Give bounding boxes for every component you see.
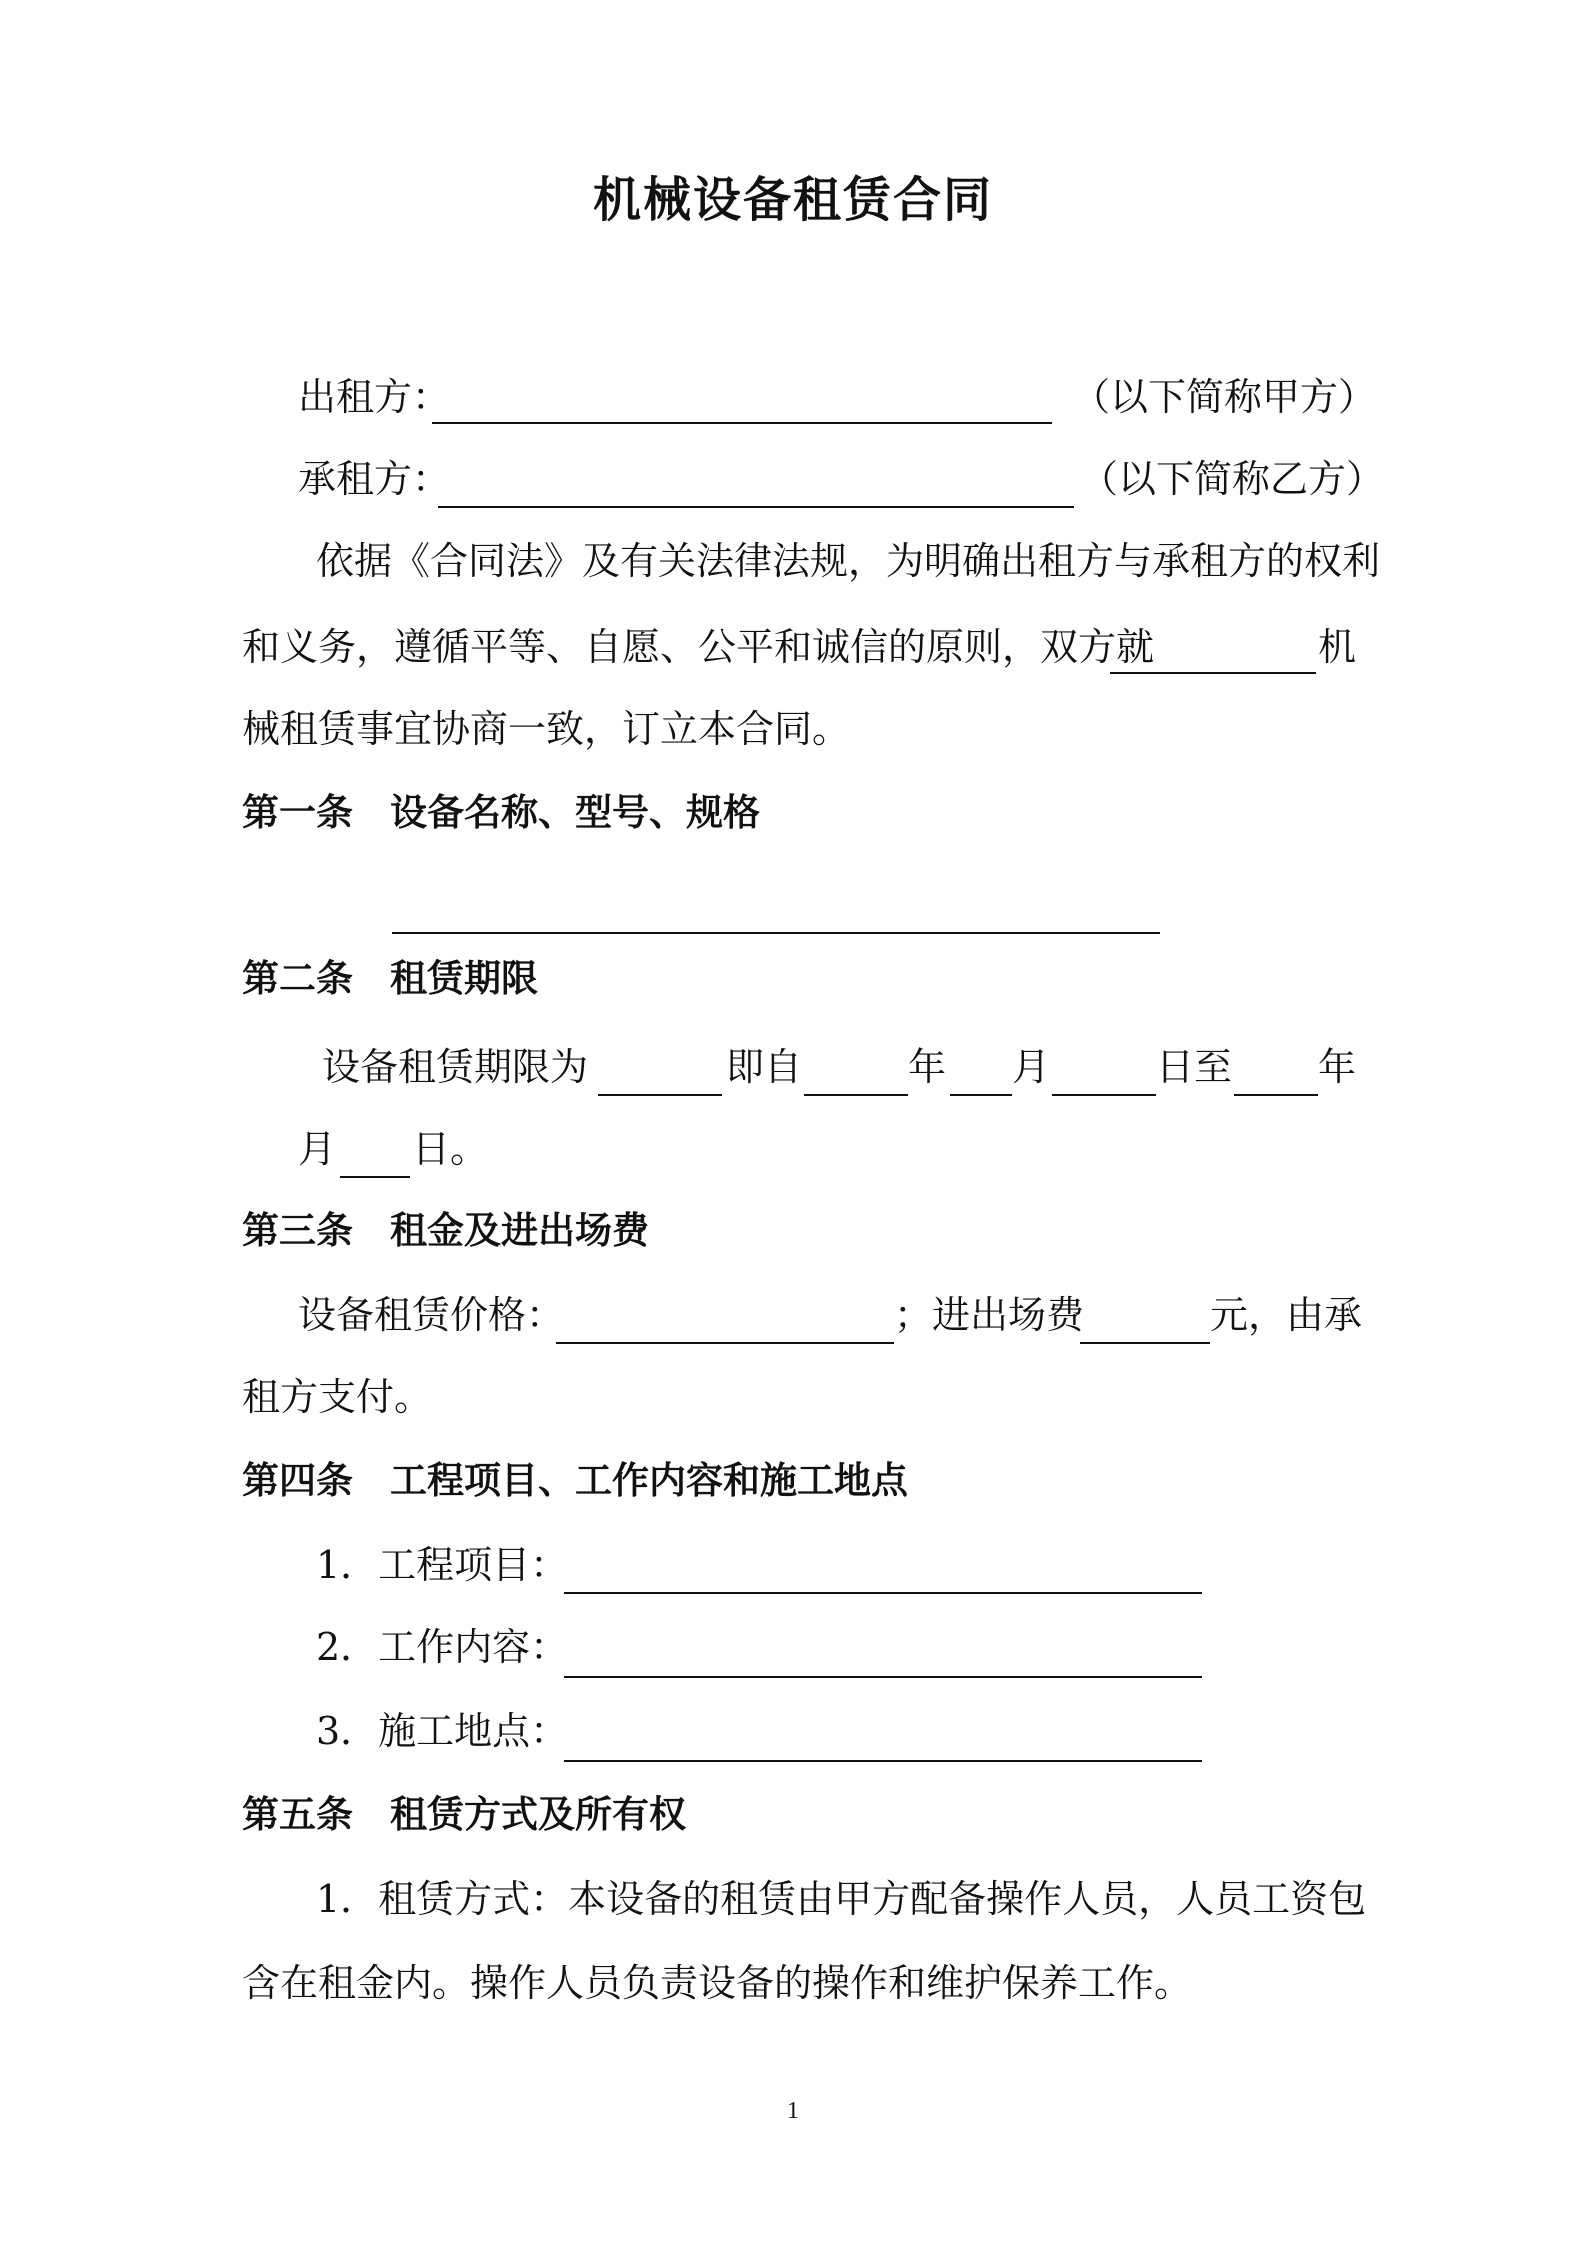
- yuan-payer-text: 元，由承: [1210, 1293, 1363, 1337]
- lease-period-text: 设备租赁期限为: [322, 1045, 589, 1089]
- year-text-2: 年: [1318, 1045, 1357, 1089]
- lease-mode-line-1: 1．租赁方式：本设备的租赁由甲方配备操作人员，人员工资包: [316, 1877, 1367, 1921]
- work-content-blank[interactable]: [564, 1676, 1202, 1678]
- project-label: 1．工程项目：: [316, 1543, 569, 1587]
- rental-price-blank[interactable]: [556, 1342, 894, 1344]
- payer-text: 租方支付。: [242, 1375, 433, 1419]
- article-1-heading: 第一条 设备名称、型号、规格: [242, 790, 760, 834]
- preamble-line-1: 依据《合同法》及有关法律法规，为明确出租方与承租方的权利: [316, 539, 1381, 583]
- month-text-1: 月: [1012, 1045, 1051, 1089]
- lessor-suffix: （以下简称甲方）: [1072, 375, 1377, 419]
- article-2-heading: 第二条 租赁期限: [242, 956, 538, 1000]
- day-text-2: 日。: [412, 1127, 489, 1171]
- article-5-heading: 第五条 租赁方式及所有权: [242, 1792, 686, 1836]
- lessee-blank[interactable]: [438, 506, 1074, 508]
- site-blank[interactable]: [564, 1760, 1202, 1762]
- work-content-label: 2．工作内容：: [316, 1625, 569, 1669]
- equipment-spec-blank[interactable]: [392, 932, 1160, 934]
- lease-period-blank[interactable]: [598, 1094, 722, 1096]
- year-text-1: 年: [908, 1045, 947, 1089]
- lessee-suffix: （以下简称乙方）: [1080, 457, 1385, 501]
- entry-exit-fee-blank[interactable]: [1080, 1342, 1210, 1344]
- site-label: 3．施工地点：: [316, 1709, 569, 1753]
- preamble-line-2-suffix: 机: [1318, 625, 1357, 669]
- lessee-label: 承租方：: [298, 457, 451, 501]
- page-number: 1: [787, 2098, 799, 2124]
- article-4-heading: 第四条 工程项目、工作内容和施工地点: [242, 1458, 908, 1502]
- preamble-line-3: 械租赁事宜协商一致，订立本合同。: [242, 707, 851, 751]
- entry-exit-fee-label: ；进出场费: [894, 1293, 1085, 1337]
- equipment-type-blank[interactable]: [1110, 672, 1316, 674]
- start-year-blank[interactable]: [804, 1094, 908, 1096]
- start-month-blank[interactable]: [950, 1094, 1012, 1096]
- end-year-blank[interactable]: [1234, 1094, 1318, 1096]
- start-day-blank[interactable]: [1052, 1094, 1156, 1096]
- document-title: 机械设备租赁合同: [592, 172, 993, 228]
- month-text-2: 月: [298, 1127, 337, 1171]
- lessor-label: 出租方：: [298, 375, 451, 419]
- day-to-text: 日至: [1156, 1045, 1233, 1089]
- lease-mode-line-2: 含在租金内。操作人员负责设备的操作和维护保养工作。: [242, 1961, 1193, 2005]
- article-3-heading: 第三条 租金及进出场费: [242, 1208, 649, 1252]
- from-text: 即自: [726, 1045, 803, 1089]
- preamble-line-2: 和义务，遵循平等、自愿、公平和诚信的原则，双方就: [242, 625, 1155, 669]
- end-day-blank[interactable]: [340, 1176, 410, 1178]
- lessor-blank[interactable]: [432, 422, 1052, 424]
- rental-price-label: 设备租赁价格：: [298, 1293, 565, 1337]
- project-blank[interactable]: [564, 1592, 1202, 1594]
